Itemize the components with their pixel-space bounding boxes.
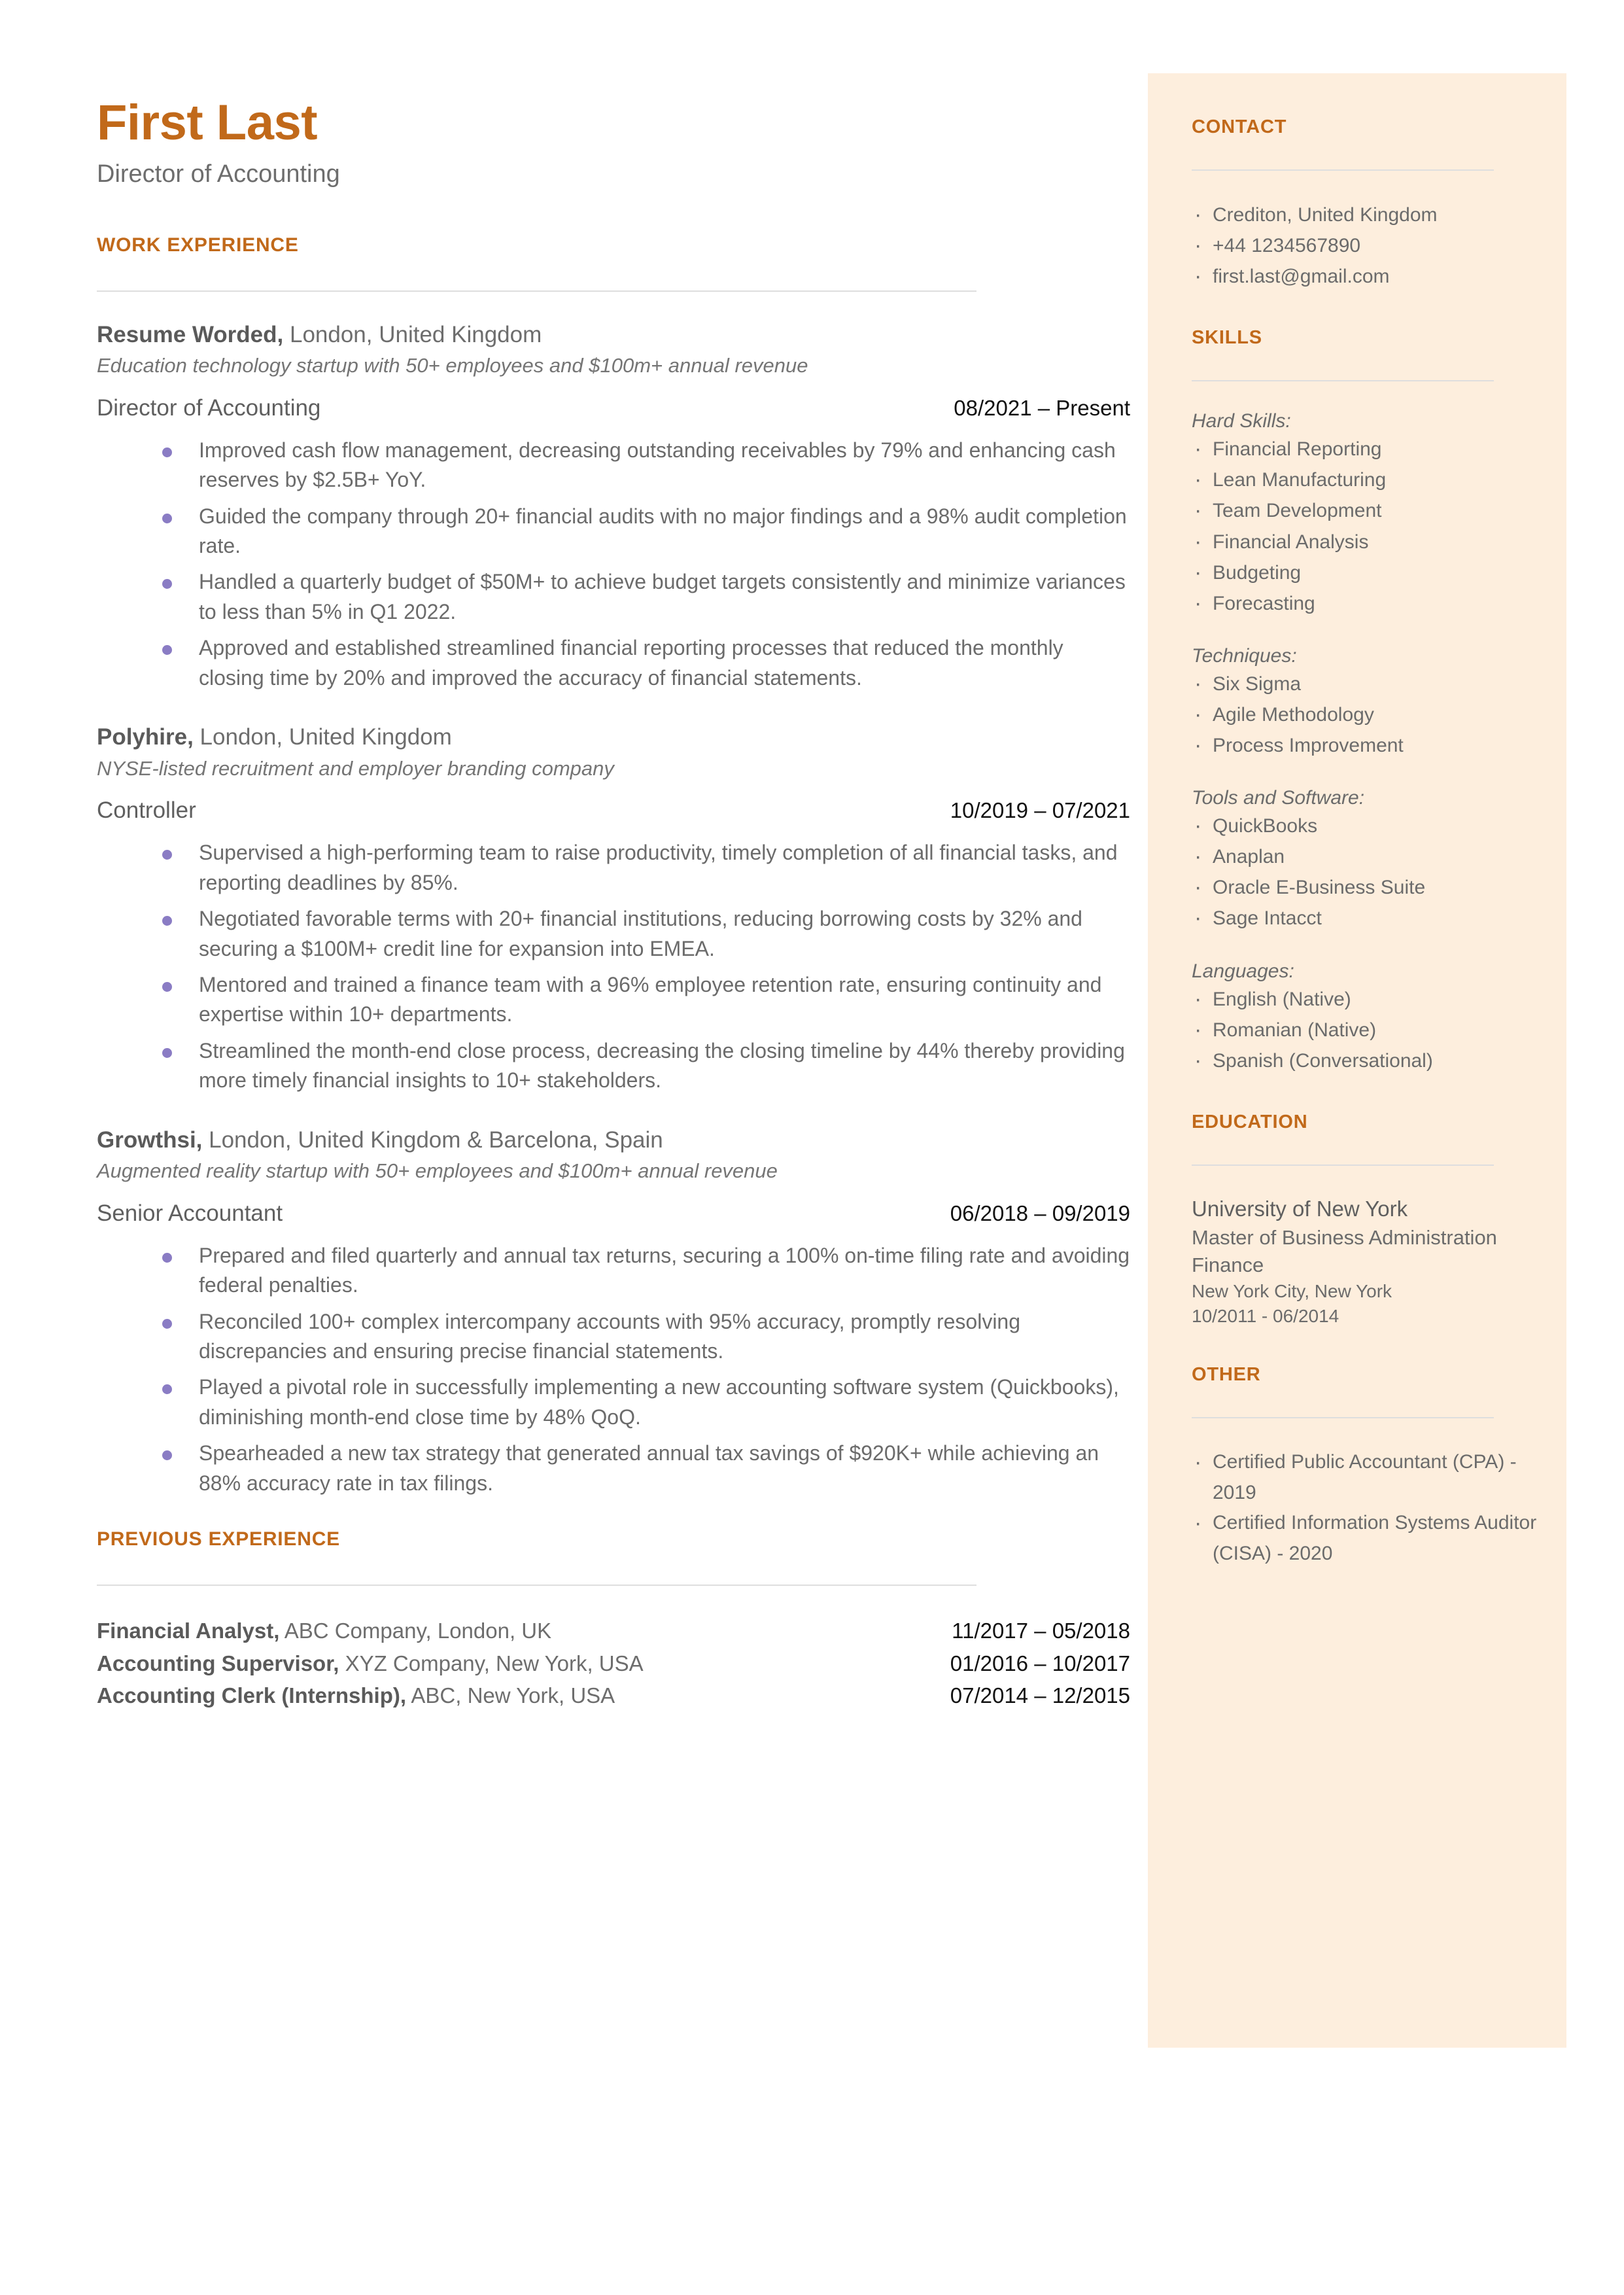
list-item: Spearheaded a new tax strategy that generated annual tax savings of $920K+ while achieving an 88% accuracy rate in tax filings. [162,1439,1130,1498]
list-item: Reconciled 100+ complex intercompany accounts with 95% accuracy, promptly resolving discrepancies and ensuring precise financial statements. [162,1307,1130,1367]
spacer [1192,1329,1538,1364]
section-heading-contact: CONTACT [1192,116,1287,137]
previous-role-dates: 07/2014 – 12/2015 [950,1683,1130,1708]
section-heading-previous-experience: PREVIOUS EXPERIENCE [97,1528,340,1550]
divider [97,1585,976,1586]
previous-role-title: Financial Analyst, [97,1619,280,1643]
sidebar [1192,116,1538,1569]
list-item: · Process Improvement [1192,730,1538,761]
previous-role-detail: XYZ Company, New York, USA [339,1651,644,1675]
page-title: First Last [97,95,318,150]
previous-role-title: Accounting Supervisor, [97,1651,339,1675]
divider [1192,1165,1494,1166]
section-heading-work-experience: WORK EXPERIENCE [97,234,299,256]
company-description: NYSE-listed recruitment and employer branding company [97,756,614,780]
skill-group-languages [1192,960,1538,1076]
company-description: Education technology startup with 50+ employees and $100m+ annual revenue [97,354,808,377]
previous-role [97,1615,551,1647]
skill-group-label: Hard Skills: [1192,410,1291,432]
company-name: Growthsi, [97,1127,203,1153]
education-degree: Master of Business Administration [1192,1225,1497,1249]
list-item: · Spanish (Conversational) [1192,1045,1538,1076]
experience-entry [97,321,1130,693]
role-row [97,395,1130,421]
list-item: · QuickBooks [1192,811,1538,841]
spacer [1192,1076,1538,1112]
spacer [1192,761,1538,787]
company-description: Augmented reality startup with 50+ employees and $100m+ annual revenue [97,1159,778,1183]
list-item: Guided the company through 20+ financial audits with no major findings and a 98% audit completion rate. [162,502,1130,561]
company-location: London, United Kingdom & Barcelona, Spain [202,1127,663,1153]
role-title: Director of Accounting [97,394,321,421]
list-item: · Team Development [1192,495,1538,526]
section-heading-education: EDUCATION [1192,1111,1308,1132]
previous-role-title: Accounting Clerk (Internship), [97,1683,407,1708]
previous-role-dates: 01/2016 – 10/2017 [950,1651,1130,1675]
list-item: · Romanian (Native) [1192,1015,1538,1045]
education-location: New York City, New York [1192,1280,1392,1301]
role-title: Senior Accountant [97,1200,283,1226]
education-school: University of New York [1192,1196,1408,1221]
language-list [1192,984,1538,1076]
contact-email[interactable]: · first.last@gmail.com [1192,261,1538,292]
list-item: Streamlined the month-end close process, decreasing the closing timeline by 44% thereby providing more timely financial insights to 10+ stakeholders. [162,1036,1130,1096]
previous-role-detail: ABC, New York, USA [406,1683,615,1708]
skill-group-label: Languages: [1192,960,1294,982]
previous-experience-list [97,1615,1130,1712]
list-item: · Lean Manufacturing [1192,464,1538,495]
company-line [97,723,1130,752]
table-row [97,1647,1130,1680]
skill-group-label: Tools and Software: [1192,787,1365,809]
contact-list [1192,200,1538,292]
list-item: Improved cash flow management, decreasing outstanding receivables by 79% and enhancing cash reserves by $2.5B+ YoY. [162,436,1130,495]
achievement-list [97,1241,1130,1499]
divider [97,290,976,292]
table-row [97,1679,1130,1712]
company-location: London, United Kingdom [283,321,542,347]
main-content-column [97,95,1130,1712]
spacer [1192,619,1538,645]
role-dates: 06/2018 – 09/2019 [950,1200,1130,1225]
achievement-list [97,838,1130,1096]
section-heading-skills: SKILLS [1192,327,1262,349]
skill-group-label: Techniques: [1192,644,1297,667]
table-row [97,1615,1130,1647]
list-item: Prepared and filed quarterly and annual tax returns, securing a 100% on-time filing rate and avoiding federal penalties. [162,1241,1130,1301]
skill-list [1192,811,1538,934]
role-row [97,1200,1130,1227]
company-location: London, United Kingdom [193,724,452,750]
list-item: · Certified Information Systems Auditor (CISA) - 2020 [1192,1508,1538,1569]
contact-phone: · +44 1234567890 [1192,230,1538,261]
company-name: Polyhire, [97,724,194,750]
divider [1192,380,1494,381]
list-item: Approved and established streamlined financial reporting processes that reduced the monthly closing time by 20% and improved the accuracy of financial statements. [162,633,1130,693]
previous-role [97,1647,644,1680]
contact-location: · Crediton, United Kingdom [1192,200,1538,230]
skill-list [1192,669,1538,761]
skill-group-hard-skills [1192,410,1538,619]
list-item: · Anaplan [1192,841,1538,872]
list-item: · Sage Intacct [1192,903,1538,934]
headline-job-title: Director of Accounting [97,160,340,188]
list-item: Negotiated favorable terms with 20+ financial institutions, reducing borrowing costs by 32% and securing a $100M+ credit line for expansion into EMEA. [162,904,1130,964]
achievement-list [97,436,1130,693]
role-title: Controller [97,797,196,824]
list-item: Supervised a high-performing team to raise productivity, timely completion of all financial tasks, and reporting deadlines by 85%. [162,838,1130,898]
list-item: · Oracle E-Business Suite [1192,872,1538,903]
list-item: · Certified Public Accountant (CPA) - 2019 [1192,1447,1538,1508]
previous-role-detail: ABC Company, London, UK [279,1619,552,1643]
list-item: · Forecasting [1192,588,1538,619]
experience-entry [97,1126,1130,1499]
list-item: Played a pivotal role in successfully implementing a new accounting software system (Quickbooks), diminishing month-end close time by 48% QoQ. [162,1373,1130,1432]
education-field: Finance [1192,1253,1264,1276]
education-entry [1192,1195,1538,1329]
skill-group-techniques [1192,645,1538,761]
divider [1192,1417,1494,1418]
list-item: · Agile Methodology [1192,699,1538,730]
company-line [97,321,1130,349]
divider [1192,169,1494,171]
list-item: Mentored and trained a finance team with a 96% employee retention rate, ensuring continuity and expertise within 10+ departments. [162,970,1130,1030]
experience-entry [97,723,1130,1096]
skill-group-tools-and-software [1192,787,1538,934]
list-item: · English (Native) [1192,984,1538,1015]
skill-list [1192,434,1538,619]
section-heading-other: OTHER [1192,1364,1261,1386]
previous-role-dates: 11/2017 – 05/2018 [952,1619,1130,1643]
education-dates: 10/2011 - 06/2014 [1192,1306,1339,1327]
list-item: · Six Sigma [1192,669,1538,699]
previous-role [97,1679,615,1712]
list-item: · Budgeting [1192,557,1538,588]
company-name: Resume Worded, [97,321,284,347]
role-dates: 08/2021 – Present [954,395,1130,420]
certification-list [1192,1447,1538,1569]
spacer [1192,934,1538,960]
list-item: Handled a quarterly budget of $50M+ to achieve budget targets consistently and minimize variances to less than 5% in Q1 2022. [162,567,1130,627]
role-row [97,797,1130,824]
role-dates: 10/2019 – 07/2021 [950,798,1130,823]
list-item: · Financial Reporting [1192,434,1538,464]
company-line [97,1126,1130,1155]
list-item: · Financial Analysis [1192,527,1538,557]
spacer [1192,292,1538,327]
